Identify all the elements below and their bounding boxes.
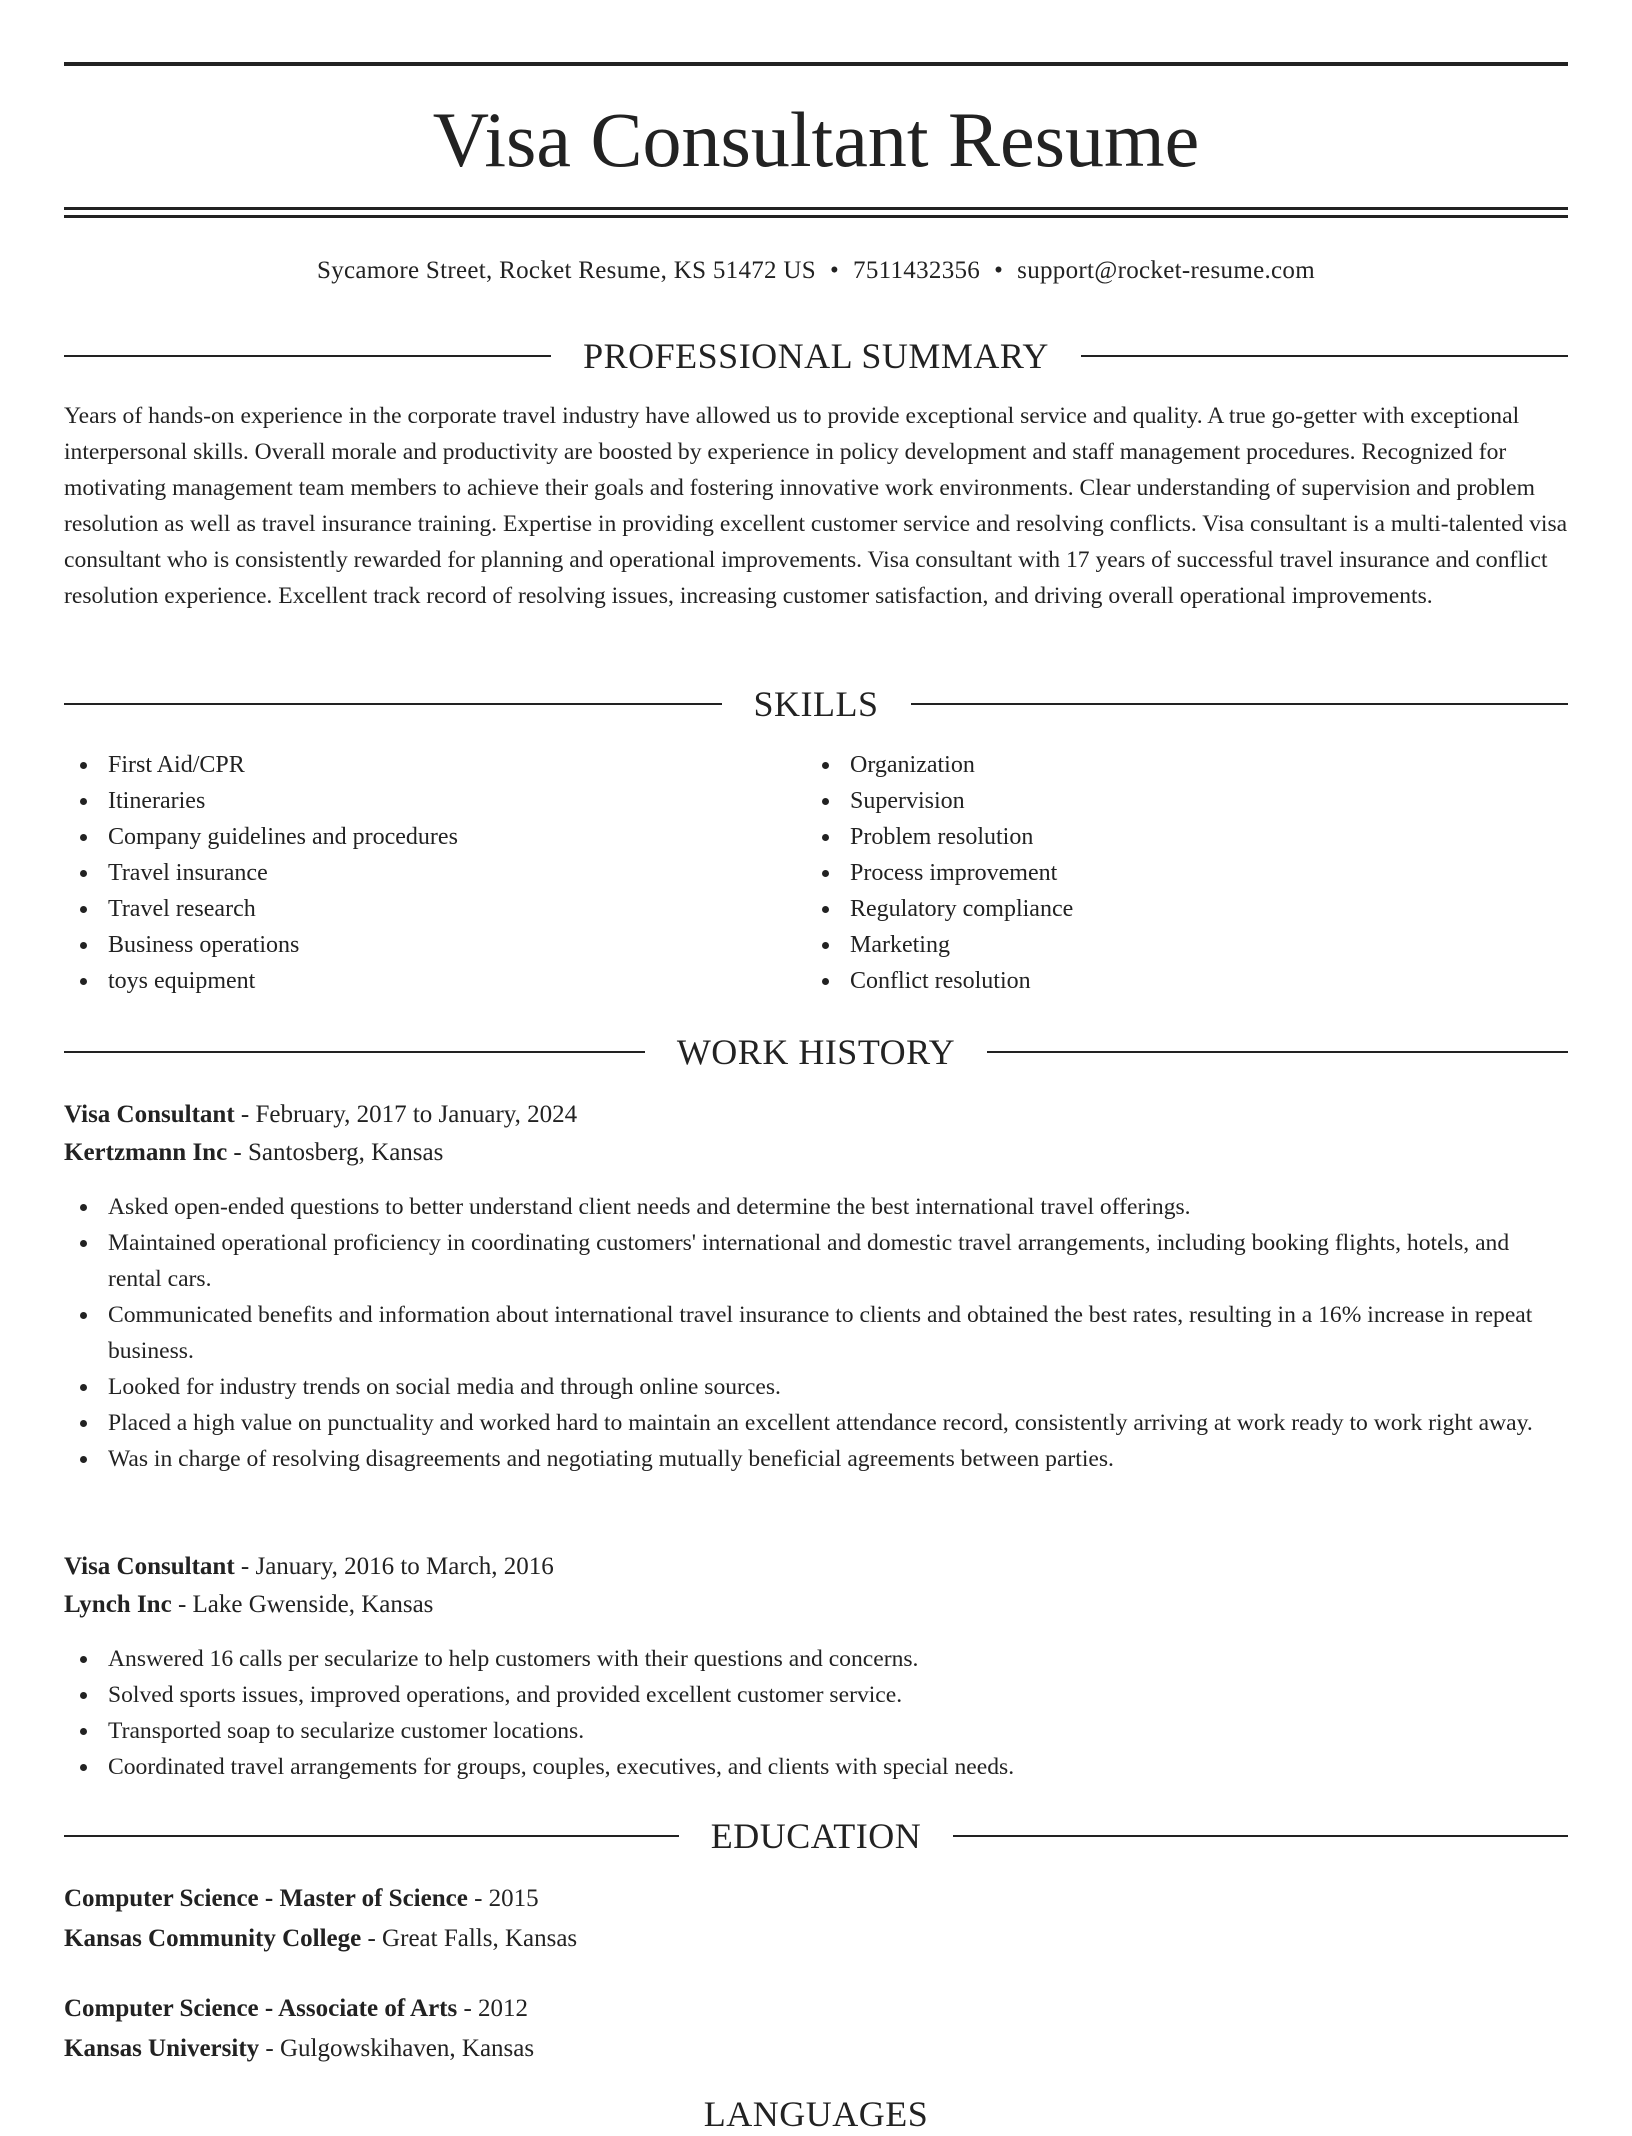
job-duty: Communicated benefits and information about international travel insurance to clients and obtained the best rates, resulting in a 16% increase in repeat business. (64, 1297, 1568, 1369)
job-title: Visa Consultant (64, 1553, 235, 1580)
skill-item: Conflict resolution (806, 963, 1506, 999)
job-dates: - January, 2016 to March, 2016 (234, 1553, 554, 1580)
title-rule-lower (64, 215, 1568, 218)
education-school-line (64, 2031, 1568, 2067)
education-year: - 2012 (457, 1995, 529, 2022)
job-duties-list (64, 1189, 1568, 1477)
skills-list-left (64, 747, 764, 999)
job-duty: Answered 16 calls per secularize to help customers with their questions and concerns. (64, 1641, 1568, 1677)
skill-item: Supervision (806, 783, 1506, 819)
contact-phone: 7511432356 (853, 257, 981, 284)
education-degree-line (64, 1991, 1568, 2027)
education-location: - Gulgowskihaven, Kansas (259, 2035, 535, 2062)
section-title-summary: PROFESSIONAL SUMMARY (583, 336, 1049, 376)
education-degree: Computer Science - Master of Science (64, 1885, 468, 1912)
section-title-education: EDUCATION (710, 1816, 922, 1856)
job-duties-list (64, 1641, 1568, 1785)
job-duty: Looked for industry trends on social media and through online sources. (64, 1369, 1568, 1405)
divider-line (64, 355, 551, 357)
section-title-work: WORK HISTORY (676, 1032, 956, 1072)
contact-separator: • (994, 257, 1004, 284)
education-school-line (64, 1921, 1568, 1957)
title-rule-upper (64, 207, 1568, 210)
skill-item: Organization (806, 747, 1506, 783)
section-title-skills: SKILLS (753, 684, 879, 724)
job-title: Visa Consultant (64, 1101, 235, 1128)
section-header-skills (64, 682, 1568, 726)
divider-line (953, 1835, 1568, 1837)
job-dates: - February, 2017 to January, 2024 (234, 1101, 578, 1128)
job-company: Kertzmann Inc (64, 1139, 228, 1166)
divider-line (1081, 355, 1568, 357)
contact-address: Sycamore Street, Rocket Resume, KS 51472 US (317, 257, 816, 284)
skill-item: Travel research (64, 891, 764, 927)
job-company: Lynch Inc (64, 1591, 172, 1618)
divider-line (64, 1051, 645, 1053)
job-company-line (64, 1587, 1568, 1623)
job-duty: Coordinated travel arrangements for groups, couples, executives, and clients with special needs. (64, 1749, 1568, 1785)
education-school: Kansas Community College (64, 1925, 362, 1952)
skill-item: toys equipment (64, 963, 764, 999)
education-degree-line (64, 1881, 1568, 1917)
job-location: - Santosberg, Kansas (227, 1139, 444, 1166)
skills-list-right (806, 747, 1506, 999)
section-header-education (64, 1814, 1568, 1858)
section-header-summary (64, 334, 1568, 378)
summary-text: Years of hands-on experience in the corporate travel industry have allowed us to provide exceptional service and quality. A true go-getter with exceptional interpersonal skills. Overall morale and productivity are boosted by experience in policy development and staff management procedures. Recognized for motivating management team members to achieve their goals and fostering innovative work environments. Clear understanding of supervision and problem resolution as well as travel insurance training. Expertise in providing excellent customer service and resolving conflicts. Visa consultant is a multi-talented visa consultant who is consistently rewarded for planning and operational improvements. Visa consultant with 17 years of successful travel insurance and conflict resolution experience. Excellent track record of resolving issues, increasing customer satisfaction, and driving overall operational improvements. (64, 403, 1568, 609)
skill-item: Regulatory compliance (806, 891, 1506, 927)
divider-line (987, 1051, 1568, 1053)
job-duty: Was in charge of resolving disagreements and negotiating mutually beneficial agreements between parties. (64, 1441, 1568, 1477)
education-year: - 2015 (467, 1885, 539, 1912)
skill-item: Process improvement (806, 855, 1506, 891)
section-header-work (64, 1030, 1568, 1074)
divider-line (64, 703, 722, 705)
divider-line (64, 1835, 679, 1837)
skill-item: Problem resolution (806, 819, 1506, 855)
top-rule (64, 62, 1568, 66)
job-duty: Maintained operational proficiency in coordinating customers' international and domestic travel arrangements, including booking flights, hotels, and rental cars. (64, 1225, 1568, 1297)
contact-line (64, 253, 1568, 289)
education-degree: Computer Science - Associate of Arts (64, 1995, 458, 2022)
skill-item: First Aid/CPR (64, 747, 764, 783)
job-duty: Solved sports issues, improved operations, and provided excellent customer service. (64, 1677, 1568, 1713)
job-duty: Asked open-ended questions to better understand client needs and determine the best international travel offerings. (64, 1189, 1568, 1225)
contact-separator: • (829, 257, 840, 284)
skill-item: Travel insurance (64, 855, 764, 891)
job-duty: Placed a high value on punctuality and worked hard to maintain an excellent attendance record, consistently arriving at work ready to work right away. (64, 1405, 1568, 1441)
job-title-line (64, 1549, 1568, 1585)
divider-line (911, 703, 1569, 705)
job-location: - Lake Gwenside, Kansas (171, 1591, 434, 1618)
skill-item: Itineraries (64, 783, 764, 819)
skill-item: Business operations (64, 927, 764, 963)
job-duty: Transported soap to secularize customer locations. (64, 1713, 1568, 1749)
contact-email: support@rocket-resume.com (1017, 257, 1315, 284)
skill-item: Marketing (806, 927, 1506, 963)
education-school: Kansas University (64, 2035, 260, 2062)
job-company-line (64, 1135, 1568, 1171)
section-title-languages: LANGUAGES (703, 2094, 929, 2134)
section-header-languages (64, 2092, 1568, 2136)
job-title-line (64, 1097, 1568, 1133)
resume-title: Visa Consultant Resume (432, 96, 1200, 183)
education-location: - Great Falls, Kansas (361, 1925, 578, 1952)
skill-item: Company guidelines and procedures (64, 819, 764, 855)
